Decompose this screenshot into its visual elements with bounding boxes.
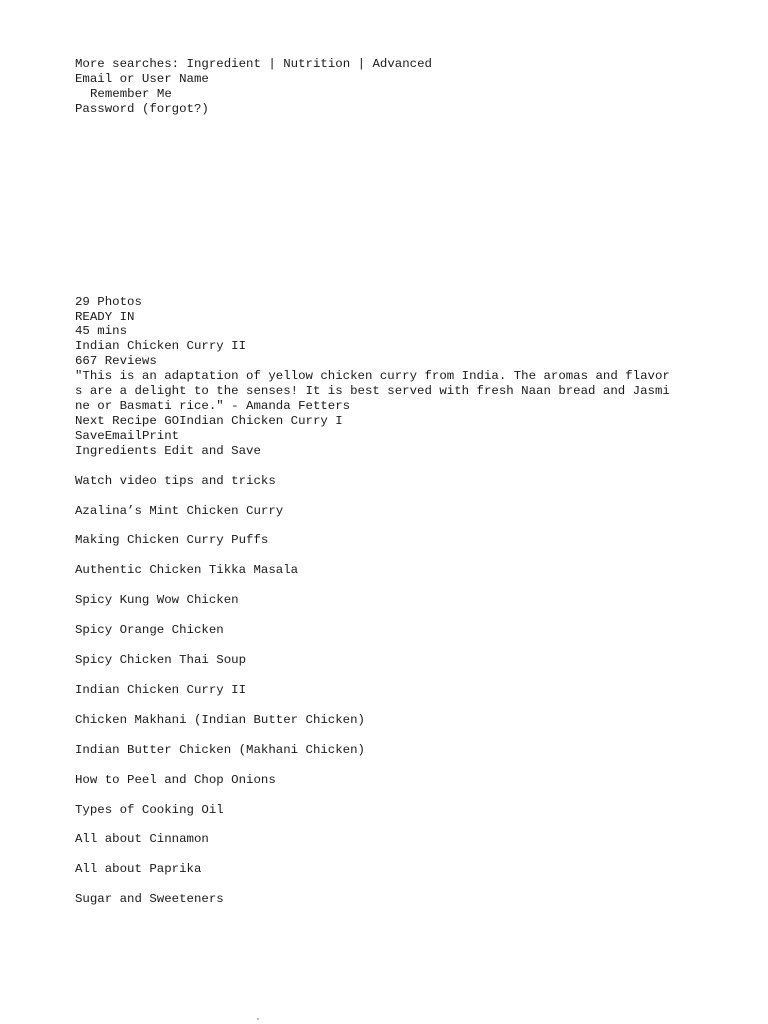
recipe-title: Indian Chicken Curry II	[75, 339, 247, 354]
related-link[interactable]: All about Cinnamon	[75, 832, 209, 847]
ready-in-label: READY IN	[75, 309, 135, 324]
next-recipe-line	[75, 414, 695, 429]
related-link[interactable]: Spicy Kung Wow Chicken	[75, 593, 239, 608]
advanced-search-link[interactable]: Advanced	[372, 57, 432, 71]
ingredients-line	[75, 444, 695, 459]
related-link[interactable]: Spicy Chicken Thai Soup	[75, 653, 247, 668]
related-link[interactable]: Chicken Makhani (Indian Butter Chicken)	[75, 712, 365, 727]
related-list	[75, 459, 695, 908]
related-link[interactable]: Types of Cooking Oil	[75, 802, 224, 817]
more-searches-line	[75, 57, 695, 72]
separator: |	[260, 57, 284, 71]
more-searches-prefix: More searches:	[75, 57, 187, 71]
edit-and-save-link[interactable]: Edit and Save	[164, 443, 261, 458]
recipe-description: "This is an adaptation of yellow chicken curry from India. The aromas and flavors are a delight to the senses! It is best served with fresh Naan bread and Jasmine or Basmati rice." - Amanda Fetters	[75, 369, 670, 413]
ingredients-heading: Ingredients	[75, 443, 157, 458]
related-link[interactable]: Indian Butter Chicken (Makhani Chicken)	[75, 742, 365, 757]
save-button[interactable]: Save	[75, 428, 105, 443]
print-button[interactable]: Print	[141, 428, 180, 443]
reviews-link[interactable]: 667 Reviews	[75, 354, 157, 369]
related-link[interactable]: Azalina’s Mint Chicken Curry	[75, 503, 284, 518]
footer-mark	[257, 1018, 259, 1020]
separator: |	[350, 57, 373, 71]
related-link[interactable]: Making Chicken Curry Puffs	[75, 533, 269, 548]
email-button[interactable]: Email	[104, 428, 142, 443]
ingredient-search-link[interactable]: Ingredient	[186, 57, 261, 71]
nutrition-search-link[interactable]: Nutrition	[283, 57, 351, 71]
ready-in-value: 45 mins	[75, 324, 128, 339]
password-label: Password	[75, 101, 135, 116]
next-recipe-link[interactable]: Indian Chicken Curry I	[179, 413, 343, 428]
forgot-password-link[interactable]: (forgot?)	[141, 101, 209, 116]
password-line	[75, 102, 695, 117]
recipe-actions	[75, 429, 695, 444]
related-link[interactable]: How to Peel and Chop Onions	[75, 772, 276, 787]
next-recipe-label: Next Recipe GO	[75, 413, 180, 428]
email-label: Email or User Name	[75, 71, 209, 86]
related-link[interactable]: Indian Chicken Curry II	[75, 682, 247, 697]
page-content	[75, 57, 695, 907]
photos-link[interactable]: 29 Photos	[75, 294, 142, 309]
remember-me-label[interactable]: Remember Me	[90, 86, 172, 101]
related-link[interactable]: All about Paprika	[75, 862, 202, 877]
related-link[interactable]: Sugar and Sweeteners	[75, 892, 224, 907]
related-link[interactable]: Spicy Orange Chicken	[75, 623, 224, 638]
related-link-video-tips[interactable]: Watch video tips and tricks	[75, 473, 276, 488]
related-link[interactable]: Authentic Chicken Tikka Masala	[75, 563, 299, 578]
